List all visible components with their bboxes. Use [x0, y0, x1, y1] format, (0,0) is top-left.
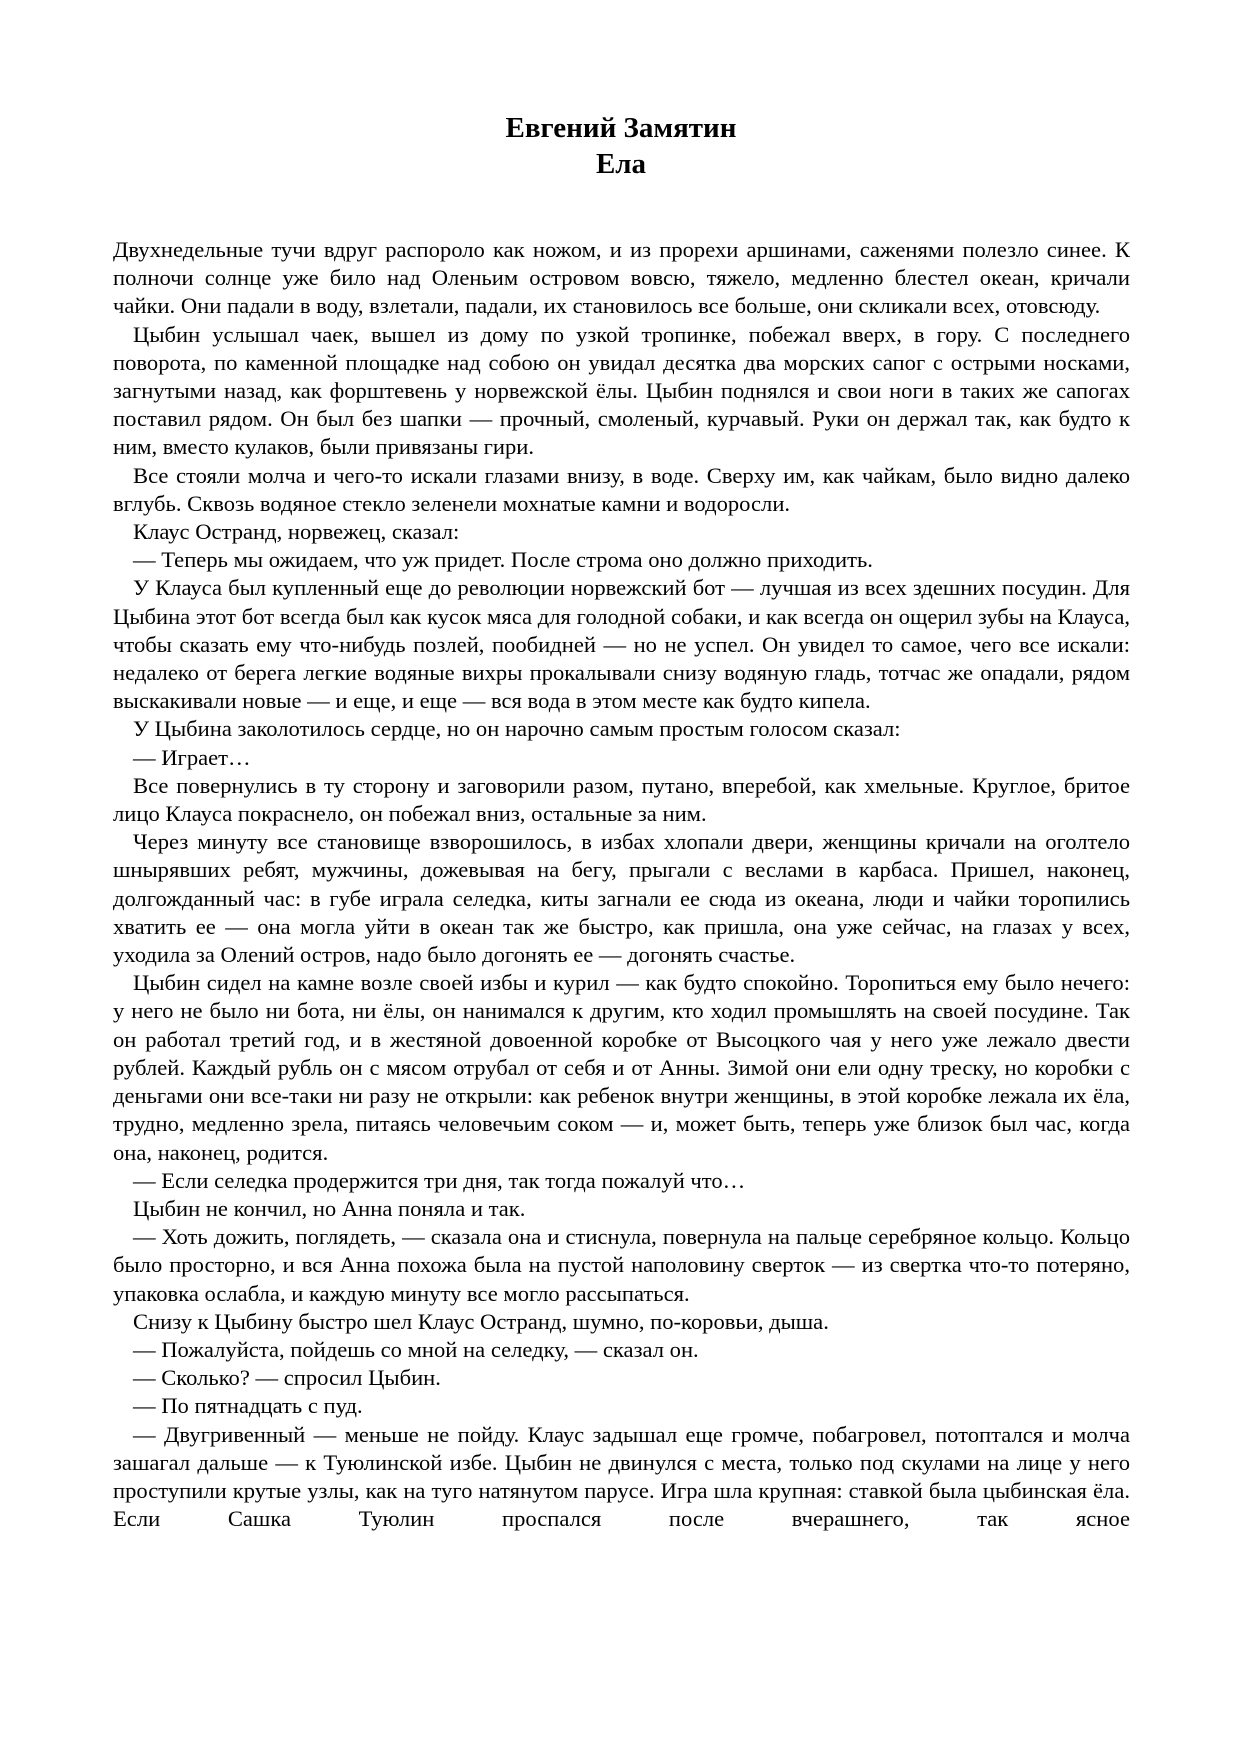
paragraph: — Сколько? — спросил Цыбин.	[133, 1365, 441, 1391]
body-text	[113, 236, 1130, 1533]
paragraph: Все стояли молча и чего-то искали глазами внизу, в воде. Сверху им, как чайкам, было видно далеко вглубь. Сквозь водяное стекло зеленели мохнатые камни и водоросли.	[113, 462, 1130, 516]
paragraph: — Если селедка продержится три дня, так тогда пожалуй что…	[133, 1167, 746, 1193]
paragraph: Двухнедельные тучи вдруг распороло как ножом, и из прорехи аршинами, саженями полезло синее. К полночи солнце уже било над Оленьим островом вовсю, тяжело, медленно блестел океан, кричали чайки. Они падали в воду, взлетали, падали, их становилось все больше, они скликали всех, отовсюду.	[113, 237, 1130, 319]
document-title: Ела	[595, 148, 647, 180]
paragraph: — По пятнадцать с пуд.	[133, 1393, 363, 1419]
paragraph: Клаус Остранд, норвежец, сказал:	[133, 519, 460, 545]
paragraph: Все повернулись в ту сторону и заговорили разом, путано, вперебой, как хмельные. Круглое, бритое лицо Клауса покраснело, он побежал вниз, остальные за ним.	[113, 772, 1130, 827]
paragraph: У Клауса был купленный еще до революции норвежский бот — лучшая из всех здешних посудин. Для Цыбина этот бот всегда был как кусок мяса для голодной собаки, и как всегда он ощерил зубы на Клауса, чтобы сказать ему что-нибудь позлей, пообидней — но не успел. Он увидел то самое, чего все искали: недалеко от берега легкие водяные вихры прокалывали снизу водяную гладь, тотчас же опадали, рядом выскакивали новые — и еще, и еще — вся вода в этом месте как будто кипела.	[113, 575, 1130, 714]
paragraph: У Цыбина заколотилось сердце, но он нарочно самым простым голосом сказал:	[133, 716, 901, 742]
paragraph: Снизу к Цыбину быстро шел Клаус Остранд, шумно, по-коровьи, дыша.	[133, 1308, 829, 1334]
paragraph: — Пожалуйста, пойдешь со мной на селедку, — сказал он.	[133, 1336, 699, 1362]
paragraph: Цыбин не кончил, но Анна поняла и так.	[133, 1195, 526, 1221]
paragraph: Через минуту все становище взворошилось, в избах хлопали двери, женщины кричали на оголтело шнырявших ребят, мужчины, дожевывая на бегу, прыгали с веслами в карбаса. Пришел, наконец, долгожданный час: в губе играла селедка, киты загнали ее сюда из океана, люди и чайки торопились хватить ее — она могла уйти в океан так же быстро, как пришла, она уже сейчас, на глазах у всех, уходила за Олений остров, надо было догонять ее — догонять счастье.	[113, 829, 1130, 968]
document-heading	[0, 110, 1242, 182]
paragraph: — Хоть дожить, поглядеть, — сказала она и стиснула, повернула на пальце серебряное кольцо. Кольцо было просторно, и вся Анна похожа была на пустой наполовину сверток — из свертка что-то потеряно, упаковка ослабла, и каждую минуту все могло рассыпаться.	[113, 1224, 1130, 1306]
paragraph: — Играет…	[133, 744, 251, 770]
paragraph: Цыбин услышал чаек, вышел из дому по узкой тропинке, побежал вверх, в гору. С последнего поворота, по каменной площадке над собою он увидал десятка два морских сапог с острыми носками, загнутыми назад, как форштевень у норвежской ёлы. Цыбин поднялся и свои ноги в таких же сапогах поставил рядом. Он был без шапки — прочный, смоленый, курчавый. Руки он держал так, как будто к ним, вместо кулаков, были привязаны гири.	[113, 321, 1130, 460]
author-name: Евгений Замятин	[505, 112, 737, 144]
paragraph: Цыбин сидел на камне возле своей избы и курил — как будто спокойно. Торопиться ему было нечего: у него не было ни бота, ни ёлы, он нанимался к другим, кто ходил промышлять на своей посудине. Так он работал третий год, и в жестяной довоенной коробке от Высоцкого чая у него уже лежало двести рублей. Каждый рубль он с мясом отрубал от себя и от Анны. Зимой они ели одну треску, но коробки с деньгами они все-таки ни разу не открыли: как ребенок внутри женщины, в этой коробке лежала их ёла, трудно, медленно зрела, питаясь человечьим соком — и, может быть, теперь уже близок был час, когда она, наконец, родится.	[113, 970, 1130, 1165]
paragraph: — Двугривенный — меньше не пойду. Клаус задышал еще громче, побагровел, потоптался и молча зашагал дальше — к Туюлинской избе. Цыбин не двинулся с места, только под скулами на лице у него проступили крутые узлы, как на туго натянутом парусе. Игра шла крупная: ставкой была цыбинская ёла. Если Сашка Туюлин проспался после вчерашнего, так ясное	[113, 1421, 1130, 1532]
paragraph: — Теперь мы ожидаем, что уж придет. После строма оно должно приходить.	[133, 547, 873, 573]
